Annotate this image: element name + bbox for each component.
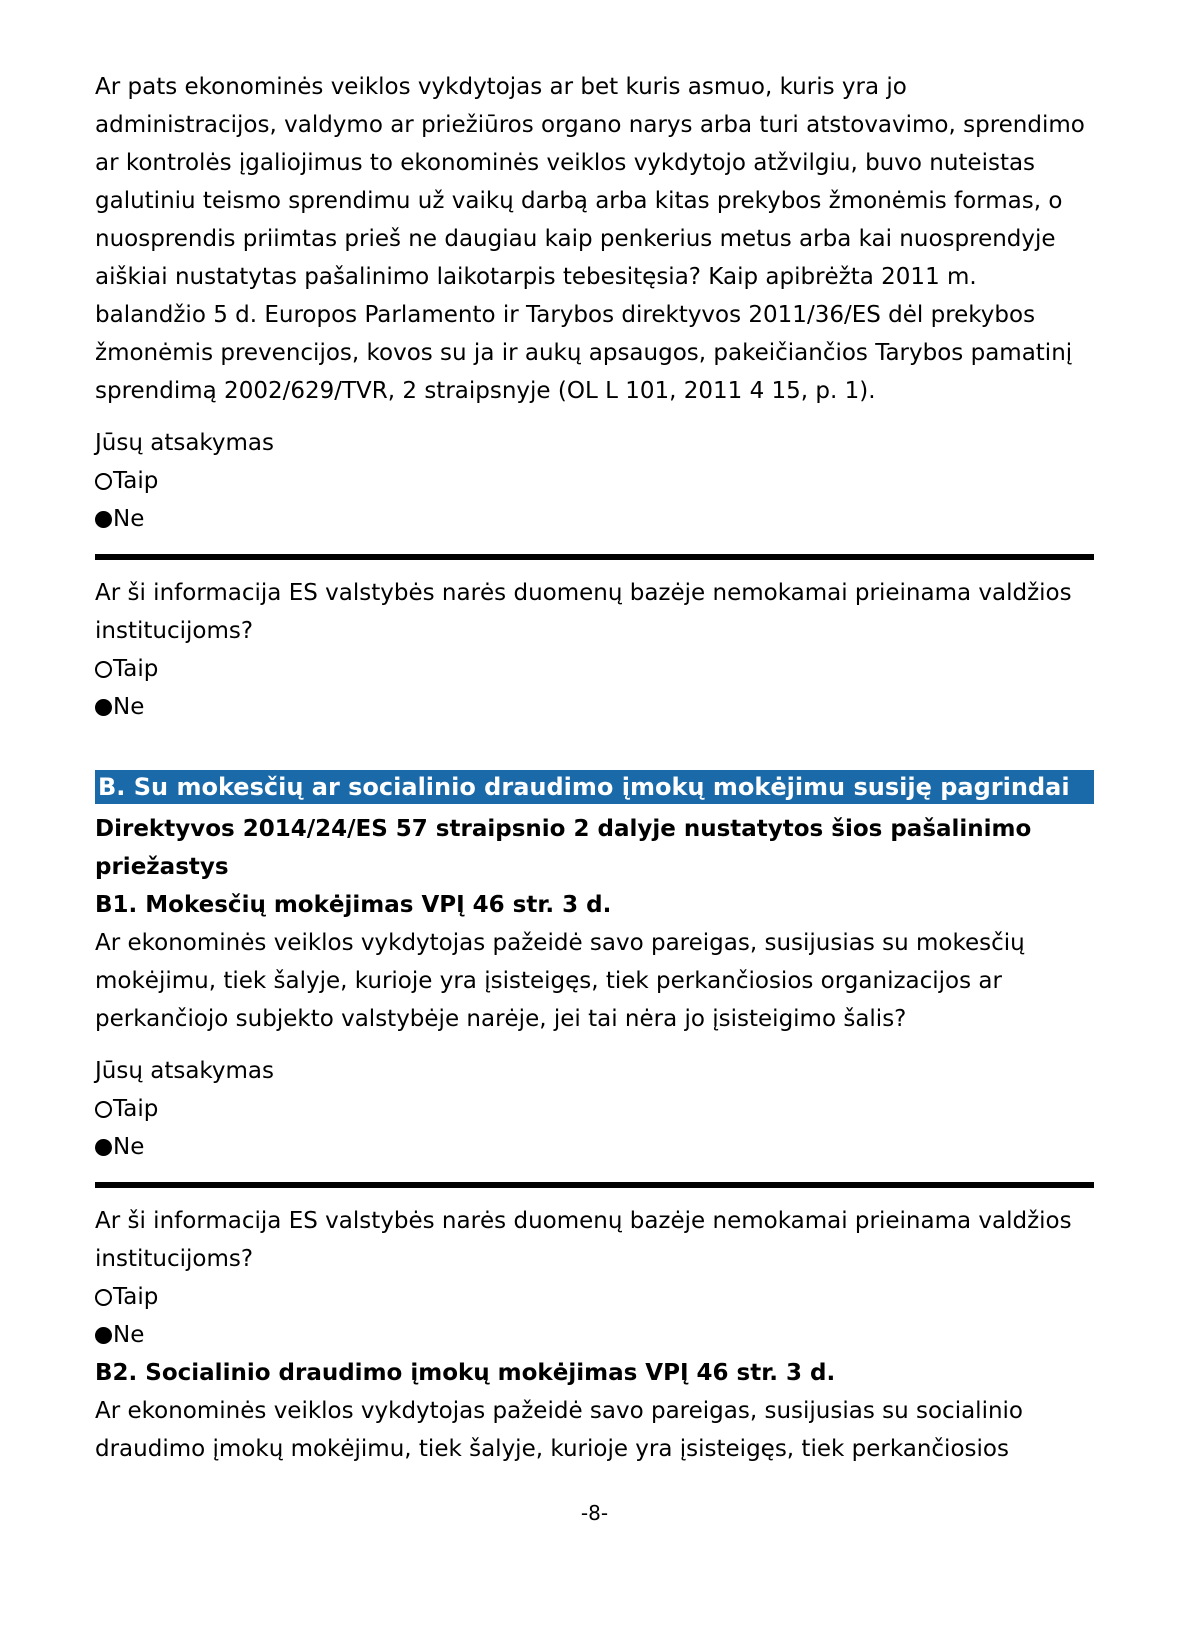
b2-question-text: Ar ekonominės veiklos vykdytojas pažeidė savo pareigas, susijusias su socialinio draudimo įmokų mokėjimu, tiek šalyje, kurioje yra įsisteigęs, tiek perkančiosios bbox=[95, 1398, 1023, 1462]
radio-checked-icon[interactable] bbox=[95, 1139, 112, 1156]
radio-option-label: Ne bbox=[113, 506, 145, 532]
radio-option-label: Taip bbox=[113, 1284, 159, 1310]
section-divider bbox=[95, 1182, 1094, 1188]
section-divider bbox=[95, 554, 1094, 560]
spacer bbox=[95, 726, 1094, 770]
radio-unchecked-icon[interactable] bbox=[95, 1289, 112, 1306]
radio-option-taip[interactable] bbox=[95, 1090, 1094, 1128]
radio-option-label: Ne bbox=[113, 1134, 145, 1160]
db-question-a-text: Ar ši informacija ES valstybės narės duomenų bazėje nemokamai prieinama valdžios institucijoms? bbox=[95, 580, 1072, 644]
radio-option-ne[interactable] bbox=[95, 688, 1094, 726]
radio-option-label: Taip bbox=[113, 468, 159, 494]
radio-option-taip[interactable] bbox=[95, 1278, 1094, 1316]
radio-checked-icon[interactable] bbox=[95, 511, 112, 528]
radio-option-taip[interactable] bbox=[95, 462, 1094, 500]
b1-title: B1. Mokesčių mokėjimas VPĮ 46 str. 3 d. bbox=[95, 892, 612, 918]
radio-option-ne[interactable] bbox=[95, 500, 1094, 538]
radio-option-label: Taip bbox=[113, 1096, 159, 1122]
radio-checked-icon[interactable] bbox=[95, 699, 112, 716]
b1-question-text: Ar ekonominės veiklos vykdytojas pažeidė savo pareigas, susijusias su mokesčių mokėjimu, tiek šalyje, kurioje yra įsisteigęs, tiek perkančiosios organizacijos ar perkančiojo subjekto valstybėje narėje, jei tai nėra jo įsisteigimo šalis? bbox=[95, 930, 1025, 1032]
db-question-b1-text: Ar ši informacija ES valstybės narės duomenų bazėje nemokamai prieinama valdžios institucijoms? bbox=[95, 1208, 1072, 1272]
answer-block-b1 bbox=[95, 1052, 1094, 1166]
page-number: -8- bbox=[580, 1501, 609, 1525]
radio-option-label: Ne bbox=[113, 694, 145, 720]
section-b-header: B. Su mokesčių ar socialinio draudimo įmokų mokėjimu susiję pagrindai bbox=[95, 770, 1094, 804]
radio-option-ne[interactable] bbox=[95, 1316, 1094, 1354]
question-a-text: Ar pats ekonominės veiklos vykdytojas ar bet kuris asmuo, kuris yra jo administracijos, valdymo ar priežiūros organo narys arba turi atstovavimo, sprendimo ar kontrolės įgaliojimus to ekonominės veiklos vykdytojo atžvilgiu, buvo nuteistas galutiniu teismo sprendimu už vaikų darbą arba kitas prekybos žmonėmis formas, o nuosprendis priimtas prieš ne daugiau kaip penkerius metus arba kai nuosprendyje aiškiai nustatytas pašalinimo laikotarpis tebesitęsia? Kaip apibrėžta 2011 m. balandžio 5 d. Europos Parlamento ir Tarybos direktyvos 2011/36/ES dėl prekybos žmonėmis prevencijos, kovos su ja ir aukų apsaugos, pakeičiančios Tarybos pamatinį sprendimą 2002/629/TVR, 2 straipsnyje (OL L 101, 2011 4 15, p. 1). bbox=[95, 74, 1085, 404]
radio-option-label: Ne bbox=[113, 1322, 145, 1348]
your-answer-label: Jūsų atsakymas bbox=[95, 430, 275, 456]
radio-unchecked-icon[interactable] bbox=[95, 1101, 112, 1118]
radio-unchecked-icon[interactable] bbox=[95, 661, 112, 678]
radio-option-ne[interactable] bbox=[95, 1128, 1094, 1166]
b2-title: B2. Socialinio draudimo įmokų mokėjimas VPĮ 46 str. 3 d. bbox=[95, 1360, 836, 1386]
radio-option-taip[interactable] bbox=[95, 650, 1094, 688]
radio-unchecked-icon[interactable] bbox=[95, 473, 112, 490]
radio-checked-icon[interactable] bbox=[95, 1327, 112, 1344]
radio-option-label: Taip bbox=[113, 656, 159, 682]
your-answer-label: Jūsų atsakymas bbox=[95, 1058, 275, 1084]
section-b-subheader: Direktyvos 2014/24/ES 57 straipsnio 2 dalyje nustatytos šios pašalinimo priežastys bbox=[95, 816, 1032, 880]
answer-block-a bbox=[95, 424, 1094, 538]
